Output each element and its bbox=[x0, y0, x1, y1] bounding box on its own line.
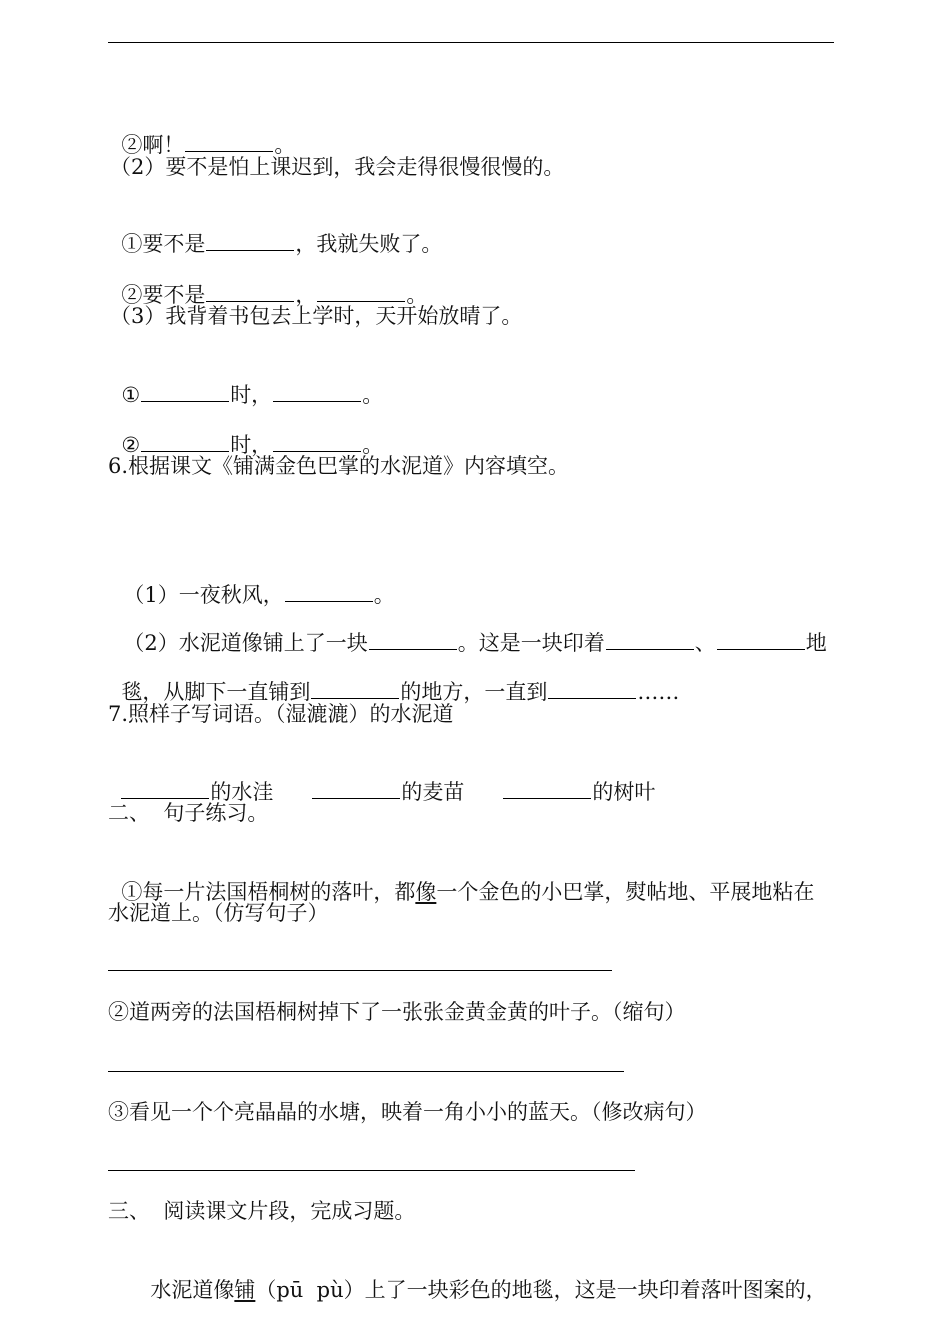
header-rule bbox=[108, 42, 834, 43]
answer-line[interactable] bbox=[108, 970, 612, 971]
exercise-line: ②啊！ 。 bbox=[121, 133, 296, 157]
fill-blank[interactable] bbox=[206, 230, 294, 251]
fill-blank[interactable] bbox=[317, 281, 405, 302]
section-heading: 三、 阅读课文片段，完成习题。 bbox=[108, 1199, 416, 1223]
exercise-line: （1）一夜秋风， 。 bbox=[123, 583, 395, 607]
underlined-word: 像 bbox=[415, 880, 437, 904]
exercise-line: ① 时， 。 bbox=[121, 383, 384, 407]
fill-blank[interactable] bbox=[369, 629, 457, 650]
exercise-line: ③看见一个个亮晶晶的水塘，映着一角小小的蓝天。（修改病句） bbox=[108, 1100, 707, 1124]
fill-blank[interactable] bbox=[606, 629, 694, 650]
underlined-word: 铺 bbox=[234, 1278, 256, 1302]
answer-line[interactable] bbox=[108, 1071, 624, 1072]
exercise-line: ②要不是 ， 。 bbox=[121, 283, 428, 307]
fill-blank[interactable] bbox=[273, 431, 361, 452]
fill-blank[interactable] bbox=[717, 629, 805, 650]
exercise-line: ①每一片法国梧桐树的落叶，都像一个金色的小巴掌，熨帖地、平展地粘在 bbox=[121, 880, 815, 904]
exercise-line: 水泥道上。（仿写句子） bbox=[108, 901, 329, 925]
exercise-line: ② 时， 。 bbox=[121, 433, 384, 457]
fill-blank[interactable] bbox=[185, 131, 273, 152]
question-text: （2）要不是怕上课迟到，我会走得很慢很慢的。 bbox=[110, 155, 565, 179]
exercise-line: （2）水泥道像铺上了一块 。这是一块印着 、 地 bbox=[123, 631, 827, 655]
fill-blank[interactable] bbox=[311, 678, 399, 699]
fill-blank[interactable] bbox=[206, 281, 294, 302]
section-heading: 二、 句子练习。 bbox=[108, 801, 269, 825]
question-heading: 7.照样子写词语。（湿漉漉）的水泥道 bbox=[108, 702, 454, 726]
fill-blank[interactable] bbox=[141, 381, 229, 402]
answer-line[interactable] bbox=[108, 1170, 635, 1171]
fill-blank[interactable] bbox=[141, 431, 229, 452]
fill-blank[interactable] bbox=[312, 778, 400, 799]
exercise-line: 毯，从脚下一直铺到 的地方，一直到 …… bbox=[121, 680, 680, 704]
fill-blank[interactable] bbox=[548, 678, 636, 699]
fill-blank[interactable] bbox=[121, 778, 209, 799]
reading-passage: 水泥道像铺（pū pù）上了一块彩色的地毯，这是一块印着落叶图案的， bbox=[150, 1278, 827, 1302]
fill-blank[interactable] bbox=[285, 581, 373, 602]
fill-blank[interactable] bbox=[503, 778, 591, 799]
question-heading: 6.根据课文《铺满金色巴掌的水泥道》内容填空。 bbox=[108, 454, 570, 478]
exercise-line: ①要不是 ，我就失败了。 bbox=[121, 232, 443, 256]
question-text: （3）我背着书包去上学时，天开始放晴了。 bbox=[110, 304, 523, 328]
fill-blank[interactable] bbox=[273, 381, 361, 402]
exercise-line: 的水洼 的麦苗 的树叶 bbox=[108, 750, 655, 778]
exercise-line: ②道两旁的法国梧桐树掉下了一张张金黄金黄的叶子。（缩句） bbox=[108, 1000, 686, 1024]
